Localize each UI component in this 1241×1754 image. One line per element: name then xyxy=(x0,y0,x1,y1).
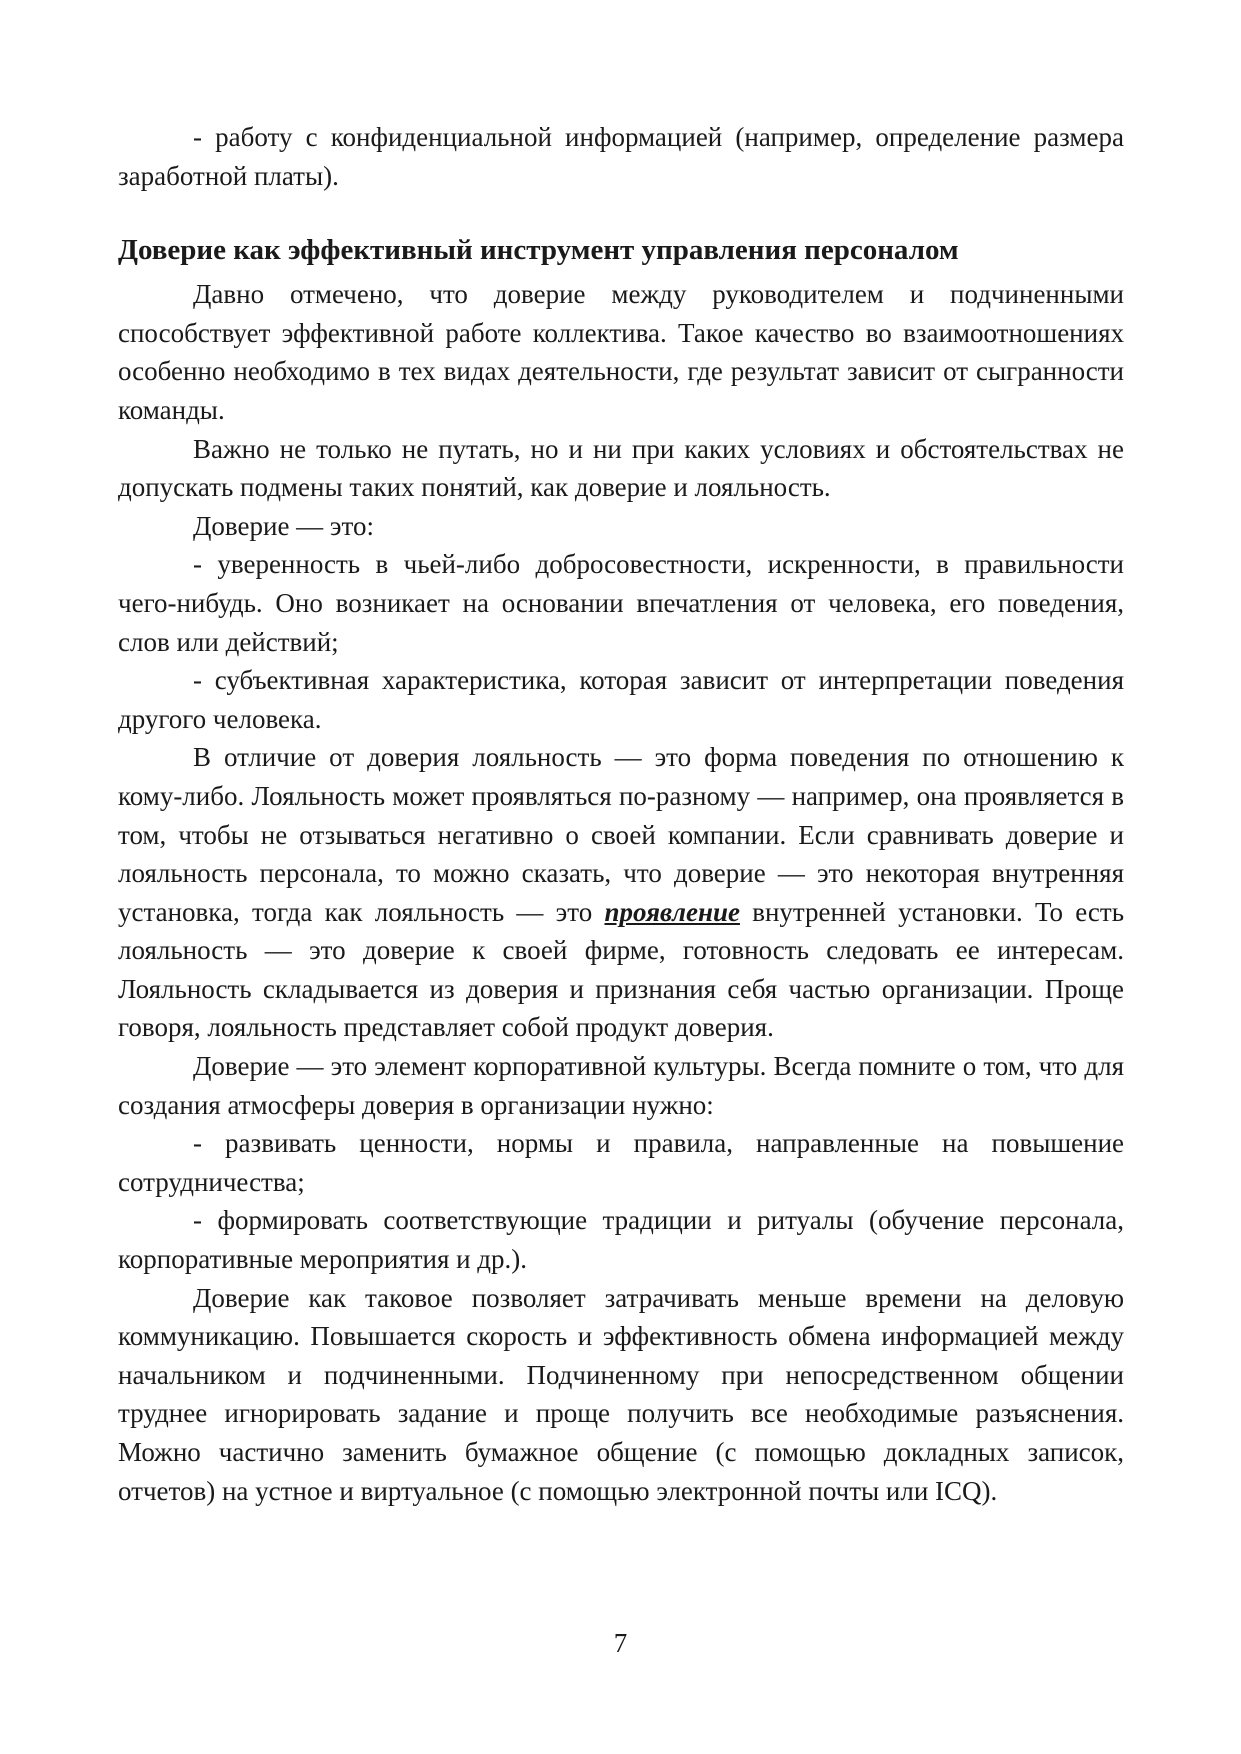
list-item-values: - развивать ценности, нормы и правила, направленные на повышение сотрудничества; xyxy=(118,1128,1124,1197)
loyalty-emphasis: проявление xyxy=(604,896,740,927)
page-content xyxy=(118,118,1124,1510)
paragraph-trust-vs-loyalty: Важно не только не путать, но и ни при каких условиях и обстоятельствах не допускать подмены таких понятий, как доверие и лояльность. xyxy=(118,433,1124,503)
list-item-traditions: - формировать соответствующие традиции и ритуалы (обучение персонала, корпоративные мероприятия и др.). xyxy=(118,1205,1124,1275)
paragraph-confidential-work: - работу с конфиденциальной информацией (например, определение размера заработной платы). xyxy=(118,122,1124,191)
list-item-confidence: - уверенность в чьей-либо добросовестности, искренности, в правильности чего-нибудь. Оно возникает на основании впечатления от человека, его поведения, слов или действий; xyxy=(118,549,1124,657)
loyalty-text-before: В отличие от доверия лояльность — это форма поведения по отношению к кому-либо. Лояльность может проявляться по-разному — например, она проявляется в том, чтобы не отзываться негативно о своей компании. Если сравнивать доверие и лояльность персонала, то можно сказать, что доверие — это некоторая внутренняя установка, тогда как лояльность — это xyxy=(118,742,1124,927)
section-heading: Доверие как эффективный инструмент управления персоналом xyxy=(118,234,959,267)
page-number: 7 xyxy=(613,1628,628,1658)
paragraph-communication: Доверие как таковое позволяет затрачивать меньше времени на деловую коммуникацию. Повышается скорость и эффективность обмена информацией между начальником и подчиненными. Подчиненному при непосредственном общении труднее игнорировать задание и проще получить все необходимые разъяснения. Можно частично заменить бумажное общение (с помощью докладных записок, отчетов) на устное и виртуальное (с помощью электронной почты или ICQ). xyxy=(118,1282,1124,1506)
paragraph-trust-definition: Доверие — это: xyxy=(193,510,374,541)
paragraph-trust-intro: Давно отмечено, что доверие между руководителем и подчиненными способствует эффективной работе коллектива. Такое качество во взаимоотношениях особенно необходимо в тех видах деятельности, где результат зависит от сыгранности команды. xyxy=(118,279,1124,425)
loyalty-text-after: внутренней установки. То есть лояльность — это доверие к своей фирме, готовность следовать ее интересам. Лояльность складывается из доверия и признания себя частью организации. Проще говоря, лояльность представляет собой продукт доверия. xyxy=(118,896,1125,1043)
paragraph-corporate-culture: Доверие — это элемент корпоративной культуры. Всегда помните о том, что для создания атмосферы доверия в организации нужно: xyxy=(118,1051,1124,1120)
paragraph-loyalty xyxy=(118,738,1124,1047)
list-item-subjective: - субъективная характеристика, которая зависит от интерпретации поведения другого человека. xyxy=(118,665,1124,734)
